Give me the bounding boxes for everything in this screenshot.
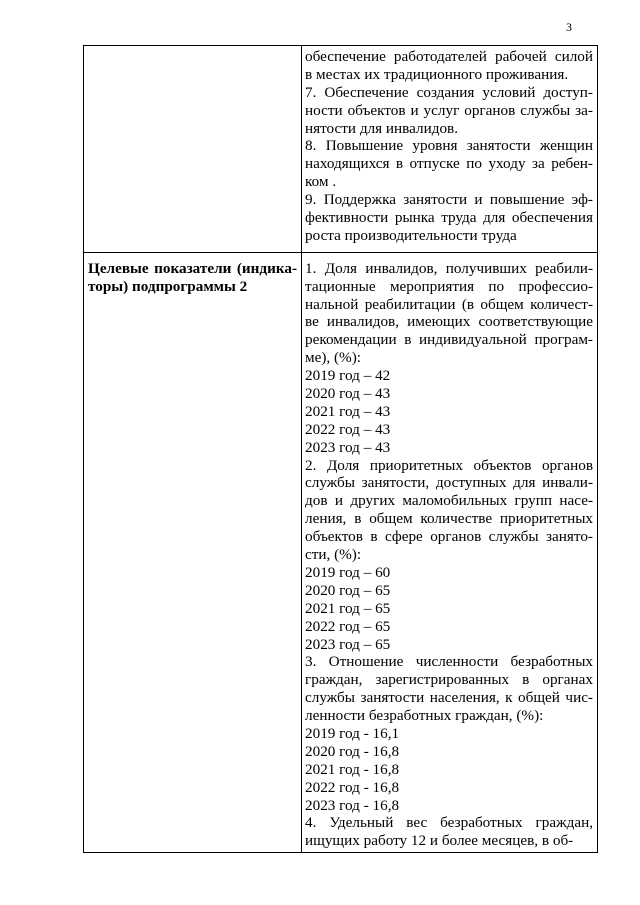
text-line: Целевые показатели (индика- bbox=[88, 259, 297, 277]
text-line: 2022 год - 16,8 bbox=[305, 778, 400, 796]
text-line: дов и других маломобильных групп насе- bbox=[305, 492, 593, 510]
text-line: 2020 год – 43 bbox=[305, 385, 391, 403]
text-line: ве инвалидов, имеющих соответствующие bbox=[305, 313, 593, 331]
text-line: 9. Поддержка занятости и повышение эф- bbox=[305, 191, 593, 209]
table-row bbox=[84, 252, 598, 852]
row2-label-text bbox=[87, 260, 297, 296]
text-line: роста производительности труда bbox=[305, 226, 517, 244]
text-line: нальной реабилитации (в общем количест- bbox=[305, 295, 593, 313]
text-line: 2. Доля приоритетных объектов органов bbox=[305, 456, 593, 474]
text-line: ищущих работу 12 и более месяцев, в об- bbox=[305, 832, 574, 850]
text-line: 2021 год - 16,8 bbox=[305, 760, 400, 778]
text-line: службы занятости, доступных для инвали- bbox=[305, 474, 593, 492]
text-line: фективности рынка труда для обеспечения bbox=[305, 209, 593, 227]
page-number: 3 bbox=[566, 20, 572, 34]
text-line: обеспечение работодателей рабочей силой bbox=[305, 48, 593, 65]
program-table bbox=[83, 45, 598, 853]
text-line: 3. Отношение численности безработных bbox=[305, 653, 593, 671]
text-line: в местах их традиционного проживания. bbox=[305, 65, 569, 83]
text-line: 2019 год – 42 bbox=[305, 367, 391, 385]
text-line: рекомендации в индивидуальной програм- bbox=[305, 331, 593, 349]
text-line: нятости для инвалидов. bbox=[305, 119, 459, 137]
row2-text bbox=[305, 260, 593, 850]
text-line: 2022 год – 65 bbox=[305, 617, 391, 635]
text-line: ности объектов и услуг органов службы за- bbox=[305, 101, 593, 119]
text-line: 1. Доля инвалидов, получивших реабили- bbox=[305, 259, 593, 277]
text-line: сти, (%): bbox=[305, 546, 362, 564]
row1-text bbox=[305, 48, 593, 245]
text-line: тационные мероприятия по профессио- bbox=[305, 277, 593, 295]
row2-content-cell bbox=[302, 252, 598, 852]
text-line: 2020 год – 65 bbox=[305, 581, 391, 599]
text-line: 8. Повышение уровня занятости женщин bbox=[305, 137, 593, 155]
row1-content-cell bbox=[302, 46, 598, 253]
text-line: 2022 год – 43 bbox=[305, 420, 391, 438]
text-line: службы занятости населения, к общей чис- bbox=[305, 689, 593, 707]
text-line: 2021 год – 43 bbox=[305, 402, 391, 420]
table-row bbox=[84, 46, 598, 253]
text-line: 2023 год – 65 bbox=[305, 635, 391, 653]
text-line: 2021 год – 65 bbox=[305, 599, 391, 617]
row1-label-cell bbox=[84, 46, 302, 253]
text-line: торы) подпрограммы 2 bbox=[88, 277, 248, 295]
text-line: объектов в сфере органов службы занято- bbox=[305, 528, 593, 546]
text-line: 2020 год - 16,8 bbox=[305, 742, 400, 760]
text-line: 2019 год - 16,1 bbox=[305, 724, 400, 742]
text-line: 7. Обеспечение создания условий доступ- bbox=[305, 83, 593, 101]
text-line: находящихся в отпуске по уходу за ребен- bbox=[305, 155, 593, 173]
text-line: 2019 год – 60 bbox=[305, 563, 391, 581]
text-line: 2023 год – 43 bbox=[305, 438, 391, 456]
text-line: граждан, зарегистрированных в органах bbox=[305, 671, 593, 689]
row2-label-cell bbox=[84, 252, 302, 852]
text-line: ме), (%): bbox=[305, 349, 361, 367]
text-line: ления, в общем количестве приоритетных bbox=[305, 510, 593, 528]
text-line: ленности безработных граждан, (%): bbox=[305, 707, 544, 725]
text-line: 2023 год - 16,8 bbox=[305, 796, 400, 814]
text-line: 4. Удельный вес безработных граждан, bbox=[305, 814, 593, 832]
text-line: ком . bbox=[305, 173, 337, 191]
